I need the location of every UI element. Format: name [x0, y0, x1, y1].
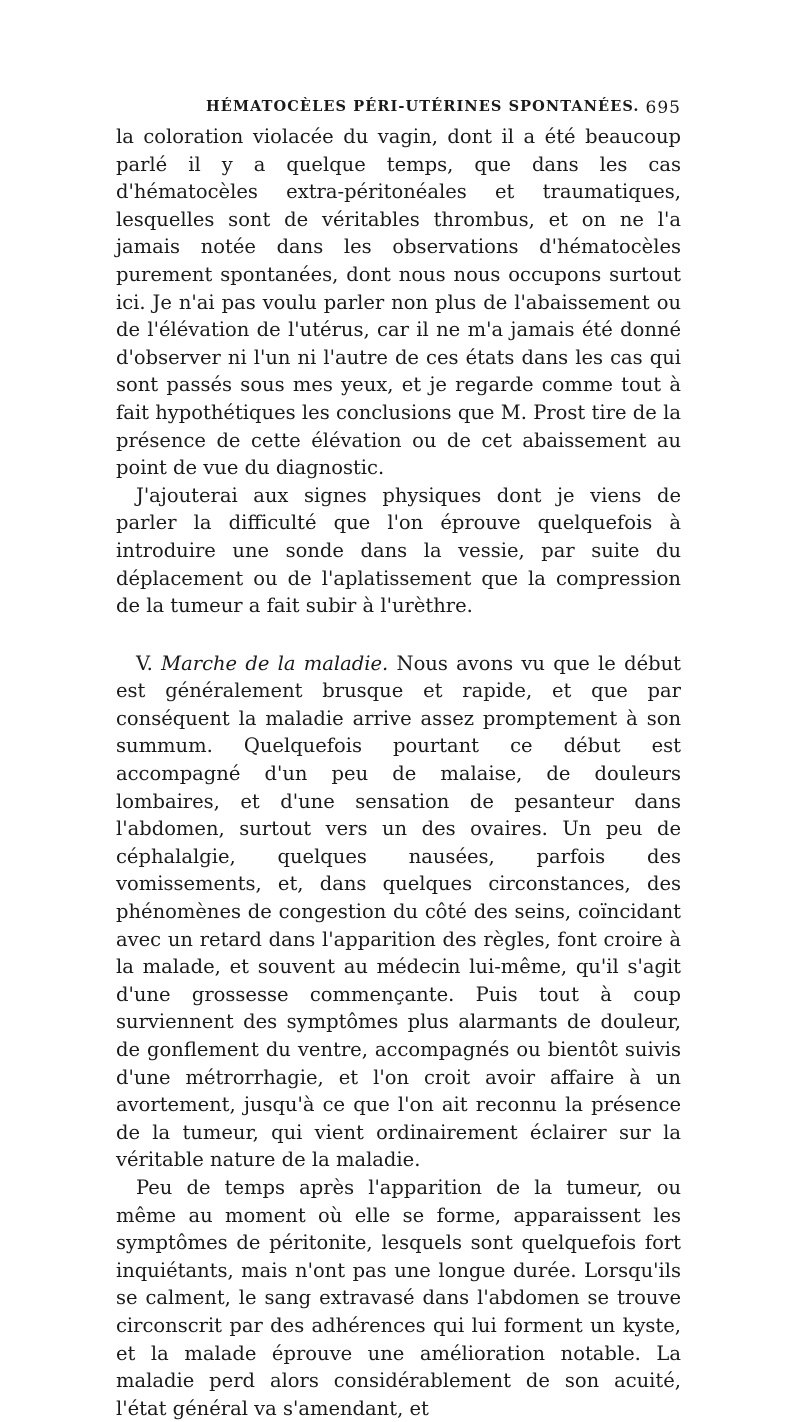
page-header [116, 98, 681, 124]
section-spacer [116, 620, 681, 650]
page-number: 695 [645, 98, 681, 118]
running-title: HÉMATOCÈLES PÉRI-UTÉRINES SPONTANÉES. [206, 98, 640, 115]
section-paragraph [116, 650, 681, 1174]
section-title: Marche de la maladie. [161, 651, 389, 675]
section-paragraph-text: Nous avons vu que le début est généralement brusque et rapide, et que par conséquent la maladie arrive assez promptement à son summum. Quelquefois pourtant ce début est accompagné d'un peu de malaise, de douleurs lombaires, et d'une sensation de pesanteur dans l'abdomen, surtout vers un des ovaires. Un peu de céphalalgie, quelques nausées, parfois des vomissements, et, dans quelques circonstances, des phénomènes de congestion du côté des seins, coïncidant avec un retard dans l'apparition des règles, font croire à la malade, et souvent au médecin lui-même, qu'il s'agit d'une grossesse commençante. Puis tout à coup surviennent des symptômes plus alarmants de douleur, de gonflement du ventre, accompagnés ou bientôt suivis d'une métrorrhagie, et l'on croit avoir affaire à un avortement, jusqu'à ce que l'on ait reconnu la présence de la tumeur, qui vient ordinairement éclairer sur la véritable nature de la maladie. [116, 651, 681, 1172]
body-text [116, 123, 681, 1422]
paragraph: J'ajouterai aux signes physiques dont je viens de parler la difficulté que l'on éprouve quelquefois à introduire une sonde dans la vessie, par suite du déplacement ou de l'aplatissement que la compression de la tumeur a fait subir à l'urèthre. [116, 483, 681, 618]
section-number: V. [136, 651, 153, 675]
paragraph-continued: la coloration violacée du vagin, dont il a été beaucoup parlé il y a quelque temps, que dans les cas d'hématocèles extra-péritonéales et traumatiques, lesquelles sont de véritables thrombus, et on ne l'a jamais notée dans les observations d'hématocèles purement spontanées, dont nous nous occupons surtout ici. Je n'ai pas voulu parler non plus de l'abaissement ou de l'élévation de l'utérus, car il ne m'a jamais été donné d'observer ni l'un ni l'autre de ces états dans les cas qui sont passés sous mes yeux, et je regarde comme tout à fait hypothétiques les conclusions que M. Prost tire de la présence de cette élévation ou de cet abaissement au point de vue du diagnostic. [116, 125, 681, 480]
paragraph: Peu de temps après l'apparition de la tumeur, ou même au moment où elle se forme, apparaissent les symptômes de péritonite, lesquels sont quelquefois fort inquiétants, mais n'ont pas une longue durée. Lorsqu'ils se calment, le sang extravasé dans l'abdomen se trouve circonscrit par des adhérences qui lui forment un kyste, et la malade éprouve une amélioration notable. La maladie perd alors considérablement de son acuité, l'état général va s'amendant, et [116, 1175, 681, 1420]
